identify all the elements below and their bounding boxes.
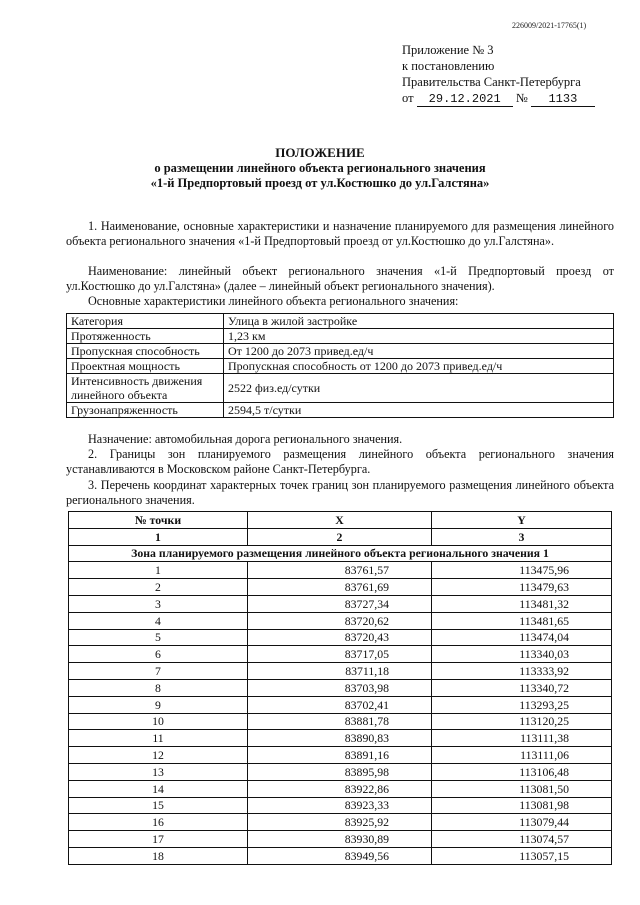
- y-coordinate: 113081,98: [432, 797, 612, 814]
- document-title: ПОЛОЖЕНИЕ: [275, 145, 365, 160]
- x-coordinate: 83717,05: [248, 646, 432, 663]
- point-number: 5: [69, 629, 248, 646]
- point-number: 11: [69, 730, 248, 747]
- index-col-3: 3: [432, 528, 612, 545]
- characteristic-value: 1,23 км: [224, 329, 614, 344]
- header-point-number: № точки: [69, 512, 248, 529]
- y-coordinate: 113481,32: [432, 595, 612, 612]
- y-coordinate: 113293,25: [432, 696, 612, 713]
- paragraph-1: 1. Наименование, основные характеристики и назначение планируемого для размещения линейного объекта регионального значения «1-й Предпортовый проезд от ул.Костюшко до ул.Галстяна».: [66, 219, 614, 248]
- y-coordinate: 113481,65: [432, 612, 612, 629]
- point-number: 8: [69, 679, 248, 696]
- paragraph-6: 3. Перечень координат характерных точек границ зон планируемого размещения линейного объекта регионального значения.: [66, 478, 614, 507]
- point-number: 18: [69, 847, 248, 864]
- table-row: [69, 780, 612, 797]
- x-coordinate: 83702,41: [248, 696, 432, 713]
- document-subtitle-2: «1-й Предпортовый проезд от ул.Костюшко до ул.Галстяна»: [150, 176, 490, 190]
- coords-index-row: [69, 528, 612, 545]
- y-coordinate: 113111,06: [432, 747, 612, 764]
- y-coordinate: 113057,15: [432, 847, 612, 864]
- x-coordinate: 83891,16: [248, 747, 432, 764]
- table-row: [69, 847, 612, 864]
- coords-header-row: [69, 512, 612, 529]
- point-number: 16: [69, 814, 248, 831]
- table-row: [69, 797, 612, 814]
- x-coordinate: 83881,78: [248, 713, 432, 730]
- x-coordinate: 83703,98: [248, 679, 432, 696]
- table-row: [69, 629, 612, 646]
- point-number: 1: [69, 562, 248, 579]
- resolution-date: 29.12.2021: [417, 93, 513, 107]
- paragraph-3: Основные характеристики линейного объекта регионального значения:: [88, 294, 459, 308]
- number-label: №: [515, 91, 528, 105]
- y-coordinate: 113340,72: [432, 679, 612, 696]
- x-coordinate: 83949,56: [248, 847, 432, 864]
- characteristic-value: Улица в жилой застройке: [224, 314, 614, 329]
- y-coordinate: 113474,04: [432, 629, 612, 646]
- point-number: 4: [69, 612, 248, 629]
- characteristic-key: Протяженность: [67, 329, 224, 344]
- table-row: [69, 747, 612, 764]
- zone-title: Зона планируемого размещения линейного объекта регионального значения 1: [69, 545, 612, 562]
- y-coordinate: 113475,96: [432, 562, 612, 579]
- point-number: 12: [69, 747, 248, 764]
- characteristic-value: 2594,5 т/сутки: [224, 403, 614, 418]
- characteristic-key: Пропускная способность: [67, 344, 224, 359]
- document-subtitle-1: о размещении линейного объекта регионального значения: [154, 161, 486, 175]
- appendix-line-3: Правительства Санкт-Петербурга: [402, 75, 581, 89]
- table-row: [69, 612, 612, 629]
- point-number: 7: [69, 663, 248, 680]
- coordinates-table: [68, 511, 612, 865]
- characteristics-table: [66, 313, 614, 418]
- y-coordinate: 113081,50: [432, 780, 612, 797]
- zone-title-row: [69, 545, 612, 562]
- from-label: от: [402, 91, 414, 105]
- point-number: 3: [69, 595, 248, 612]
- resolution-number: 1133: [531, 93, 595, 107]
- x-coordinate: 83922,86: [248, 780, 432, 797]
- x-coordinate: 83923,33: [248, 797, 432, 814]
- characteristic-row: [67, 329, 614, 344]
- paragraph-2: Наименование: линейный объект регионального значения «1-й Предпортовый проезд от ул.Костюшко до ул.Галстяна» (далее – линейный объект регионального значения).: [66, 264, 614, 293]
- table-row: [69, 595, 612, 612]
- table-row: [69, 814, 612, 831]
- characteristic-row: [67, 403, 614, 418]
- x-coordinate: 83720,62: [248, 612, 432, 629]
- characteristic-key: Проектная мощность: [67, 359, 224, 374]
- characteristic-row: [67, 359, 614, 374]
- appendix-header: [402, 42, 595, 107]
- document-number: 226009/2021-17765(1): [512, 21, 587, 30]
- characteristic-key: Категория: [67, 314, 224, 329]
- index-col-2: 2: [248, 528, 432, 545]
- header-x: X: [248, 512, 432, 529]
- y-coordinate: 113074,57: [432, 831, 612, 848]
- y-coordinate: 113479,63: [432, 579, 612, 596]
- point-number: 2: [69, 579, 248, 596]
- y-coordinate: 113111,38: [432, 730, 612, 747]
- table-row: [69, 679, 612, 696]
- characteristic-row: [67, 344, 614, 359]
- point-number: 10: [69, 713, 248, 730]
- paragraph-4: Назначение: автомобильная дорога регионального значения.: [88, 432, 403, 446]
- table-row: [69, 579, 612, 596]
- appendix-date-line: [402, 90, 595, 107]
- appendix-line-1: Приложение № 3: [402, 43, 494, 57]
- x-coordinate: 83711,18: [248, 663, 432, 680]
- point-number: 15: [69, 797, 248, 814]
- x-coordinate: 83727,34: [248, 595, 432, 612]
- point-number: 14: [69, 780, 248, 797]
- y-coordinate: 113106,48: [432, 763, 612, 780]
- y-coordinate: 113340,03: [432, 646, 612, 663]
- y-coordinate: 113079,44: [432, 814, 612, 831]
- point-number: 9: [69, 696, 248, 713]
- x-coordinate: 83720,43: [248, 629, 432, 646]
- index-col-1: 1: [69, 528, 248, 545]
- characteristic-value: От 1200 до 2073 привед.ед/ч: [224, 344, 614, 359]
- point-number: 6: [69, 646, 248, 663]
- x-coordinate: 83930,89: [248, 831, 432, 848]
- characteristic-key: Интенсивность движения линейного объекта: [67, 374, 224, 403]
- y-coordinate: 113333,92: [432, 663, 612, 680]
- table-row: [69, 562, 612, 579]
- header-y: Y: [432, 512, 612, 529]
- characteristic-value: Пропускная способность от 1200 до 2073 привед.ед/ч: [224, 359, 614, 374]
- x-coordinate: 83761,57: [248, 562, 432, 579]
- x-coordinate: 83925,92: [248, 814, 432, 831]
- table-row: [69, 763, 612, 780]
- x-coordinate: 83895,98: [248, 763, 432, 780]
- paragraph-5: 2. Границы зон планируемого размещения линейного объекта регионального значения устанавливаются в Московском районе Санкт-Петербурга.: [66, 447, 614, 476]
- characteristic-row: [67, 314, 614, 329]
- appendix-line-2: к постановлению: [402, 59, 495, 73]
- table-row: [69, 663, 612, 680]
- table-row: [69, 713, 612, 730]
- x-coordinate: 83890,83: [248, 730, 432, 747]
- y-coordinate: 113120,25: [432, 713, 612, 730]
- x-coordinate: 83761,69: [248, 579, 432, 596]
- table-row: [69, 696, 612, 713]
- characteristic-value: 2522 физ.ед/сутки: [224, 374, 614, 403]
- characteristic-row: [67, 374, 614, 403]
- characteristic-key: Грузонапряженность: [67, 403, 224, 418]
- point-number: 13: [69, 763, 248, 780]
- table-row: [69, 831, 612, 848]
- point-number: 17: [69, 831, 248, 848]
- table-row: [69, 730, 612, 747]
- table-row: [69, 646, 612, 663]
